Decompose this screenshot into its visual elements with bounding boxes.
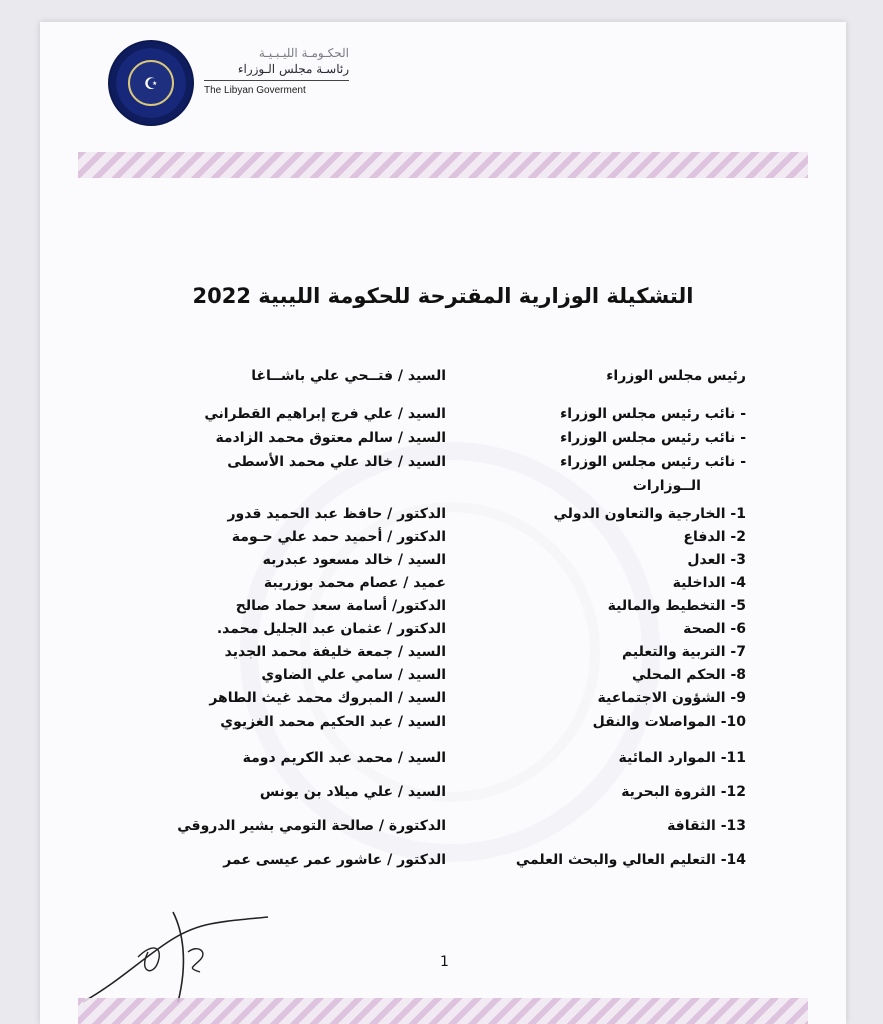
ministry-name: السيد / جمعة خليفة محمد الجديد (224, 644, 446, 660)
decorative-band-top (78, 152, 808, 178)
ministry-role: 8- الحكم المحلي (632, 667, 746, 683)
ministry-role: 1- الخارجية والتعاون الدولي (553, 506, 746, 522)
ministry-name: السيد / المبروك محمد غيث الطاهر (209, 690, 446, 706)
decorative-band-bottom (78, 998, 808, 1024)
ministry-name: الدكتور/ أسامة سعد حماد صالح (235, 598, 446, 614)
signature-scribble (78, 902, 288, 1012)
deputy-role: - نائب رئيس مجلس الوزراء (560, 406, 746, 422)
document-title: التشكيلة الوزارية المقترحة للحكومة الليبية 2022 (192, 284, 694, 308)
government-emblem-icon (108, 40, 194, 126)
ministry-name: السيد / علي ميلاد بن يونس (259, 784, 446, 800)
council-name-ar: رئاسـة مجلس الـوزراء (237, 62, 349, 76)
page-number: 1 (440, 954, 449, 970)
ministry-role: 5- التخطيط والمالية (607, 598, 746, 614)
ministries-heading: الــوزارات (632, 478, 701, 494)
ministry-role: 13- الثقافة (667, 818, 746, 834)
government-header (204, 46, 349, 96)
ministry-role: 7- التربية والتعليم (621, 644, 746, 660)
ministry-name: الدكتور / عاشور عمر عيسى عمر (223, 852, 446, 868)
deputy-name: السيد / علي فرج إبراهيم القطراني (204, 406, 446, 422)
gov-name-ar: الحكـومـة الليـبـيـة (258, 46, 349, 60)
deputy-name: السيد / خالد علي محمد الأسطى (227, 454, 446, 470)
pm-name: السيد / فتــحي علي باشــاغا (251, 368, 446, 384)
ministry-name: الدكتور / عثمان عبد الجليل محمد. (216, 621, 446, 637)
ministry-role: 10- المواصلات والنقل (592, 714, 746, 730)
ministry-role: 14- التعليم العالي والبحث العلمي (515, 852, 746, 868)
ministry-name: الدكتور / حافظ عبد الحميد قدور (227, 506, 446, 522)
ministry-role: 12- الثروة البحرية (621, 784, 746, 800)
ministry-role: 3- العدل (687, 552, 746, 568)
deputy-role: - نائب رئيس مجلس الوزراء (560, 454, 746, 470)
ministry-name: السيد / محمد عبد الكريم دومة (242, 750, 446, 766)
ministry-role: 4- الداخلية (672, 575, 746, 591)
deputy-role: - نائب رئيس مجلس الوزراء (560, 430, 746, 446)
gov-name-en: The Libyan Goverment (204, 85, 306, 96)
ministry-role: 9- الشؤون الاجتماعية (597, 690, 746, 706)
document-page (40, 22, 846, 1024)
header-divider (204, 80, 349, 81)
ministry-name: السيد / عبد الحكيم محمد الغزيوي (220, 714, 446, 730)
ministry-role: 6- الصحة (683, 621, 746, 637)
ministry-role: 2- الدفاع (683, 529, 746, 545)
ministry-name: عميد / عصام محمد بوزريبة (263, 575, 446, 591)
ministry-name: السيد / خالد مسعود عبدربه (262, 552, 446, 568)
deputy-name: السيد / سالم معتوق محمد الزادمة (215, 430, 446, 446)
ministry-name: السيد / سامي علي الضاوي (261, 667, 446, 683)
ministry-name: الدكتور / أحميد حمد علي حـومة (231, 529, 446, 545)
ministry-role: 11- الموارد المائية (618, 750, 746, 766)
ministry-name: الدكتورة / صالحة التومي بشير الدروقي (177, 818, 446, 834)
crescent-star-icon: ☪ (128, 60, 174, 106)
pm-role: رئيس مجلس الوزراء (606, 368, 746, 384)
